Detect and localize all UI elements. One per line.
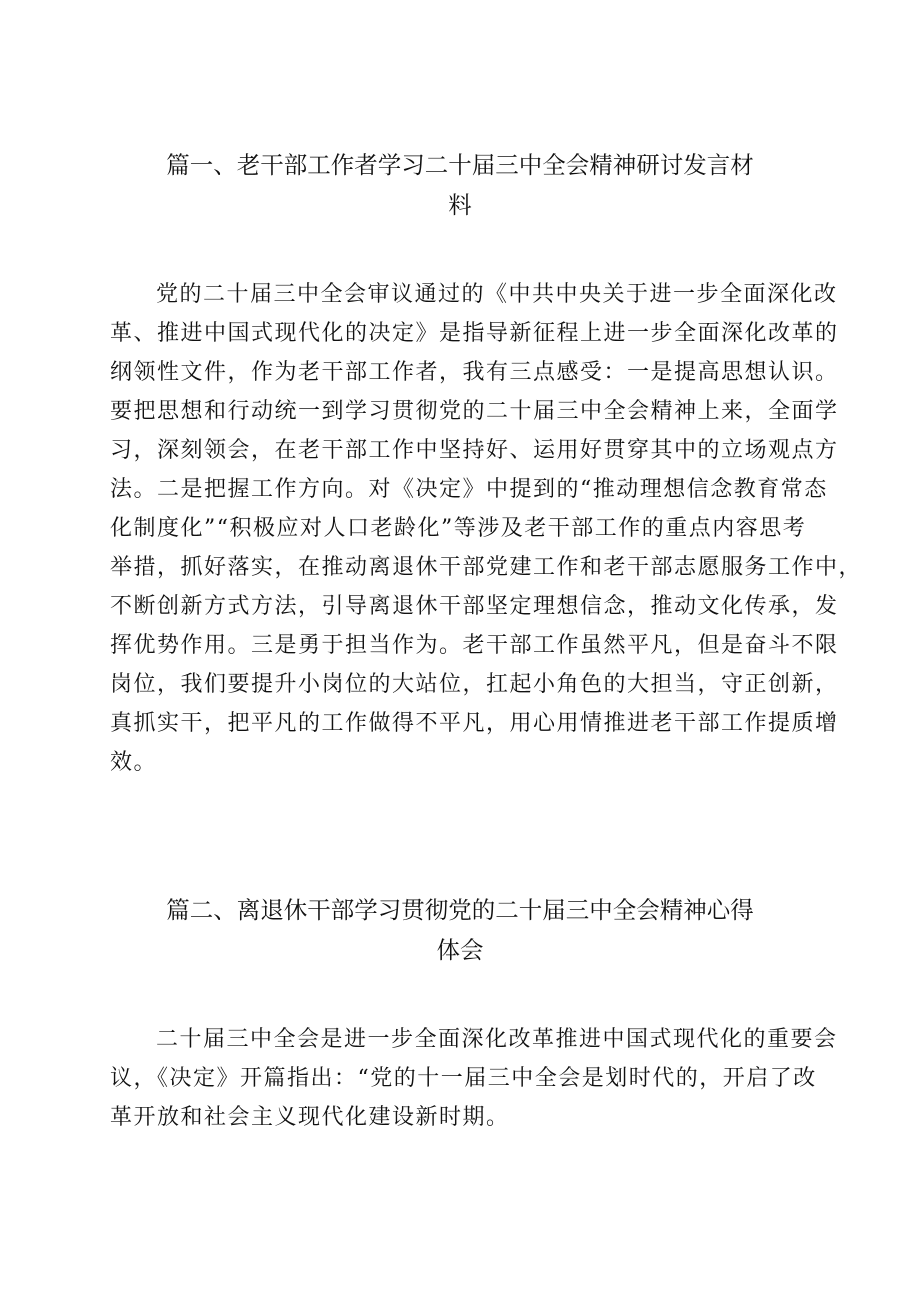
paragraph-line: 二十届三中全会是进一步全面深化改革推进中国式现代化的重要会 bbox=[156, 1027, 838, 1052]
section-2-title bbox=[150, 890, 770, 970]
paragraph-line: 党的二十届三中全会审议通过的《中共中央关于进一步全面深化改 bbox=[156, 282, 838, 307]
section-1-title-line: 料 bbox=[448, 191, 472, 219]
paragraph-line: 真抓实干，把平凡的工作做得不平凡，用心用情推进老干部工作提质增 bbox=[110, 711, 839, 736]
section-1-paragraph bbox=[110, 275, 863, 782]
paragraph-line: 岗位，我们要提升小岗位的大站位，扛起小角色的大担当，守正创新， bbox=[110, 672, 839, 697]
paragraph-line: 要把思想和行动统一到学习贯彻党的二十届三中全会精神上来，全面学 bbox=[110, 399, 839, 424]
paragraph-line: 效。 bbox=[110, 750, 158, 775]
section-1-title-line: 篇一、老干部工作者学习二十届三中全会精神研讨发言材 bbox=[166, 151, 754, 179]
paragraph-line: 习，深刻领会，在老干部工作中坚持好、运用好贯穿其中的立场观点方 bbox=[110, 438, 839, 463]
paragraph-line: 举措，抓好落实，在推动离退休干部党建工作和老干部志愿服务工作中， bbox=[110, 555, 863, 580]
paragraph-line: 革开放和社会主义现代化建设新时期。 bbox=[110, 1105, 510, 1130]
paragraph-line: 不断创新方式方法，引导离退休干部坚定理想信念，推动文化传承，发 bbox=[110, 594, 839, 619]
paragraph-line: 议，《决定》开篇指出：“党的十一届三中全会是划时代的，开启了改 bbox=[110, 1066, 817, 1091]
section-2-title-line: 体会 bbox=[436, 936, 484, 964]
paragraph-line: 纲领性文件，作为老干部工作者，我有三点感受：一是提高思想认识。 bbox=[110, 360, 839, 385]
paragraph-line: 化制度化”“积极应对人口老龄化”等涉及老干部工作的重点内容思考 bbox=[110, 516, 807, 541]
paragraph-line: 法。二是把握工作方向。对《决定》中提到的“推动理想信念教育常态 bbox=[110, 477, 828, 502]
section-1-title bbox=[150, 145, 770, 225]
paragraph-line: 革、推进中国式现代化的决定》是指导新征程上进一步全面深化改革的 bbox=[110, 321, 839, 346]
paragraph-line: 挥优势作用。三是勇于担当作为。老干部工作虽然平凡，但是奋斗不限 bbox=[110, 633, 839, 658]
section-2-title-line: 篇二、离退休干部学习贯彻党的二十届三中全会精神心得 bbox=[166, 896, 754, 924]
section-2-paragraph bbox=[110, 1020, 838, 1137]
